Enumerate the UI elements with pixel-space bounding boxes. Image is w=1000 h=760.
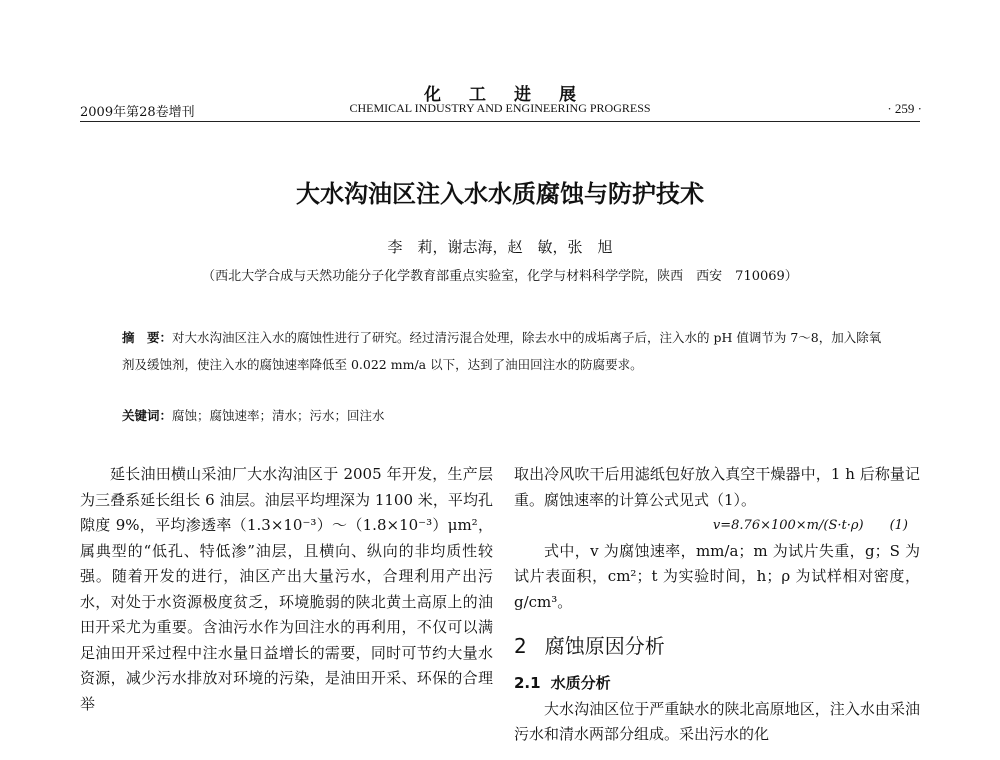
keywords-text: 腐蚀；腐蚀速率；清水；污水；回注水 bbox=[172, 408, 385, 423]
journal-name-en: CHEMICAL INDUSTRY AND ENGINEERING PROGRESS bbox=[349, 101, 651, 115]
volume-info: 2009年第28卷增刊 bbox=[80, 105, 195, 120]
body-paragraph: 延长油田横山采油厂大水沟油区于 2005 年开发，生产层为三叠系延长组长 6 油层。油层平均埋深为 1100 米，平均孔隙度 9%，平均渗透率（1.3×10⁻³）～（1.8×10⁻³）μm²，属典型的“低孔、特低渗”油层，且横向、纵向的非均质性较强。随着开发的进行，油区产出大量污水，合理利用产出污水，对处于水资源极度贫乏，环境脆弱的陕北黄土高原上的油田开采尤为重要。含油污水作为回注水的再利用，不仅可以满足油田开采过程中注水量日益增长的需要，同时可节约大量水资源，减少污水排放对环境的污染，是油田开采、环保的合理举 bbox=[80, 465, 493, 713]
section-title: 腐蚀原因分析 bbox=[544, 634, 665, 658]
article-title: 大水沟油区注入水水质腐蚀与防护技术 bbox=[296, 180, 704, 208]
right-column bbox=[514, 462, 920, 748]
authors: 李 莉，谢志海，赵 敏，张 旭 bbox=[387, 238, 613, 256]
left-column bbox=[80, 462, 493, 717]
formula-1: v=8.76×100×m/(S·t·ρ) (1) bbox=[712, 518, 908, 533]
abstract-text: 对大水沟油区注入水的腐蚀性进行了研究。经过清污混合处理，除去水中的成垢离子后，注入水的 pH 值调节为 7～8，加入除氧剂及缓蚀剂，使注入水的腐蚀速率降低至 0.022 mm/a 以下，达到了油田回注水的防腐要求。 bbox=[122, 330, 882, 372]
body-paragraph: 大水沟油区位于严重缺水的陕北高原地区，注入水由采油污水和清水两部分组成。采出污水的化 bbox=[514, 699, 920, 743]
keywords-label: 关键词： bbox=[122, 408, 173, 423]
body-paragraph: 式中，v 为腐蚀速率，mm/a；m 为试片失重，g；S 为试片表面积，cm²；t 为实验时间，h；ρ 为试样相对密度，g/cm³。 bbox=[514, 541, 920, 611]
abstract-label: 摘 要： bbox=[122, 330, 173, 345]
affiliation: （西北大学合成与天然功能分子化学教育部重点实验室，化学与材料科学学院，陕西 西安 710069） bbox=[202, 269, 798, 284]
body-paragraph: 取出冷风吹干后用滤纸包好放入真空干燥器中，1 h 后称量记重。腐蚀速率的计算公式见式（1）。 bbox=[514, 465, 920, 509]
section-number: 2 bbox=[514, 634, 527, 658]
journal-name-cn: 化工进展 bbox=[424, 85, 604, 105]
abstract bbox=[122, 324, 882, 378]
keywords bbox=[122, 406, 882, 424]
subsection-heading bbox=[514, 671, 920, 697]
section-heading bbox=[514, 631, 920, 661]
subsection-title: 水质分析 bbox=[550, 674, 611, 692]
header-rule bbox=[80, 121, 920, 122]
page-number: · 259 · bbox=[887, 101, 922, 116]
subsection-number: 2.1 bbox=[514, 674, 541, 692]
